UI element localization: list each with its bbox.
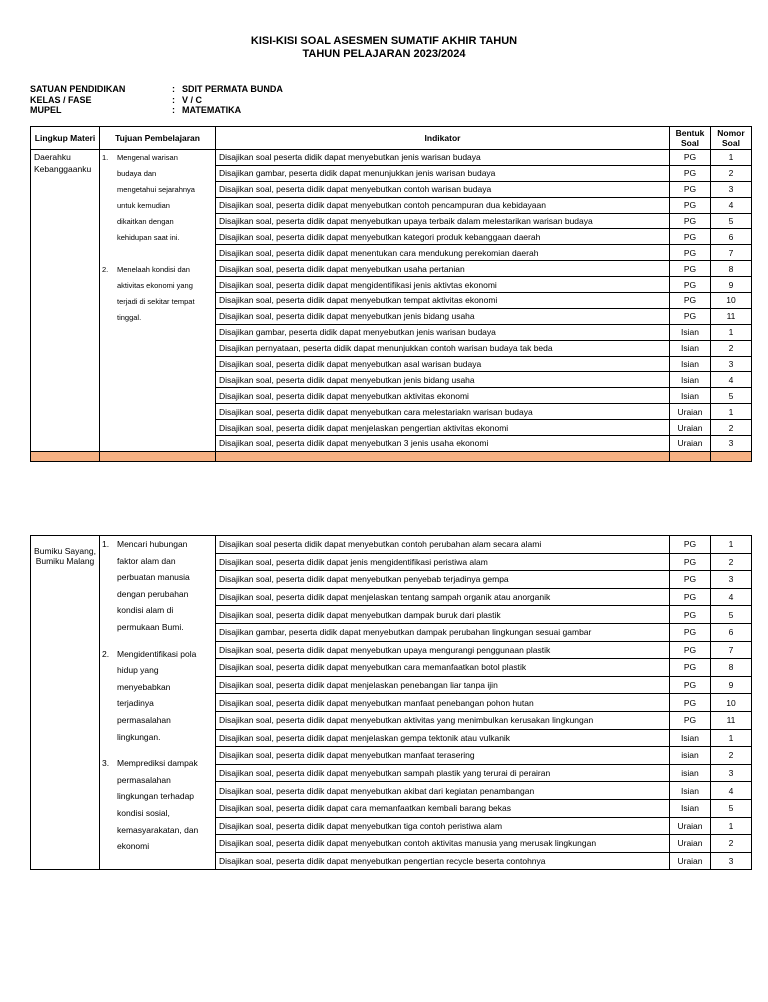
bentuk-soal-cell: Isian [670, 782, 711, 800]
nomor-soal-cell: 2 [711, 165, 752, 181]
tujuan-number: 1. [102, 539, 110, 549]
nomor-soal-cell: 4 [711, 197, 752, 213]
indikator-cell: Disajikan soal, peserta didik dapat menjelaskan gempa tektonik atau vulkanik [216, 729, 670, 747]
info-colon: : [172, 105, 175, 115]
header-tujuan-pembelajaran: Tujuan Pembelajaran [100, 127, 216, 150]
lingkup-materi-cell: Daerahku Kebanggaanku [31, 150, 100, 452]
kisi-kisi-table-2 [30, 535, 752, 870]
tujuan-number: 2. [102, 648, 110, 659]
bentuk-soal-cell: Uraian [670, 835, 711, 853]
nomor-soal-cell: 6 [711, 623, 752, 641]
nomor-soal-cell: 3 [711, 764, 752, 782]
tujuan-text [117, 536, 190, 636]
indikator-cell: Disajikan soal, peserta didik dapat menyebutkan tempat aktivitas ekonomi [216, 293, 670, 309]
tujuan-pembelajaran-cell [100, 150, 216, 452]
bentuk-soal-cell: Uraian [670, 436, 711, 452]
nomor-soal-cell: 5 [711, 606, 752, 624]
bentuk-soal-cell: Uraian [670, 420, 711, 436]
nomor-soal-cell: 1 [711, 324, 752, 340]
bentuk-soal-cell: PG [670, 261, 711, 277]
indikator-cell: Disajikan soal, peserta didik dapat menyebutkan pengertian recycle beserta contohnya [216, 852, 670, 870]
nomor-soal-cell: 3 [711, 436, 752, 452]
nomor-soal-cell: 4 [711, 782, 752, 800]
tujuan-number: 3. [102, 758, 110, 769]
bentuk-soal-cell: Isian [670, 340, 711, 356]
tujuan-line: Mengenal warisan [117, 153, 178, 162]
indikator-cell: Disajikan soal, peserta didik dapat menyebutkan contoh pencampuran dua kebidayaan [216, 197, 670, 213]
nomor-soal-cell: 11 [711, 711, 752, 729]
tujuan-line: Mengidentifikasi pola [117, 648, 197, 659]
header-bentuk-soal: Bentuk Soal [670, 127, 711, 150]
indikator-cell: Disajikan gambar, peserta didik dapat menyebutkan dampak perubahan lingkungan sesuai gambar [216, 623, 670, 641]
bentuk-soal-cell: Isian [670, 799, 711, 817]
table-header-row [31, 127, 752, 150]
info-block [30, 84, 283, 116]
tujuan-line: budaya dan [117, 169, 157, 178]
bentuk-soal-cell: PG [670, 606, 711, 624]
tujuan-line: lingkungan terhadap [117, 791, 195, 802]
bentuk-soal-cell: PG [670, 659, 711, 677]
tujuan-line: permukaan Bumi. [117, 621, 184, 632]
info-value: V / C [182, 94, 203, 105]
bentuk-soal-cell: Isian [670, 729, 711, 747]
tujuan-line: permasalahan [117, 714, 171, 725]
info-value: SDIT PERMATA BUNDA [182, 84, 283, 94]
tujuan-line: terjadi di sekitar tempat [117, 297, 195, 306]
nomor-soal-cell: 4 [711, 588, 752, 606]
tujuan-line: Menelaah kondisi dan [117, 265, 190, 274]
indikator-cell: Disajikan soal, peserta didik dapat menyebutkan cara melestariakn warisan budaya [216, 404, 670, 420]
bentuk-soal-cell: PG [670, 308, 711, 324]
nomor-soal-cell: 3 [711, 356, 752, 372]
tujuan-number: 2. [102, 265, 109, 274]
tujuan-line: kondisi alam di [117, 605, 174, 616]
bentuk-soal-cell: Isian [670, 372, 711, 388]
indikator-cell: Disajikan soal, peserta didik dapat cara memanfaatkan kembali barang bekas [216, 799, 670, 817]
bentuk-soal-cell: PG [670, 571, 711, 589]
indikator-cell: Disajikan soal, peserta didik dapat menyebutkan jenis bidang usaha [216, 308, 670, 324]
indikator-cell: Disajikan soal, peserta didik dapat menyebutkan contoh aktivitas manusia yang merusak lingkungan [216, 835, 670, 853]
tujuan-line: dengan perubahan [117, 588, 189, 599]
nomor-soal-cell: 5 [711, 213, 752, 229]
nomor-soal-cell: 9 [711, 277, 752, 293]
kisi-kisi-table-1 [30, 126, 752, 462]
bentuk-soal-cell: Isian [670, 356, 711, 372]
nomor-soal-cell: 1 [711, 150, 752, 166]
indikator-cell: Disajikan soal, peserta didik dapat menyebutkan 3 jenis usaha ekonomi [216, 436, 670, 452]
tujuan-line: untuk kemudian [117, 201, 170, 210]
nomor-soal-cell: 6 [711, 229, 752, 245]
nomor-soal-cell: 2 [711, 835, 752, 853]
info-colon: : [172, 84, 175, 94]
indikator-cell: Disajikan soal, peserta didik dapat menyebutkan akibat dari kegiatan penambangan [216, 782, 670, 800]
indikator-cell: Disajikan soal, peserta didik dapat menyebutkan tiga contoh peristiwa alam [216, 817, 670, 835]
indikator-cell: Disajikan soal, peserta didik dapat menyebutkan penyebab terjadinya gempa [216, 571, 670, 589]
nomor-soal-cell: 10 [711, 694, 752, 712]
indikator-cell: Disajikan soal, peserta didik dapat menyebutkan contoh warisan budaya [216, 181, 670, 197]
nomor-soal-cell: 4 [711, 372, 752, 388]
indikator-cell: Disajikan soal, peserta didik dapat mengidentifikasi jenis aktivtas ekonomi [216, 277, 670, 293]
tujuan-item [102, 755, 213, 855]
tujuan-line: permasalahan [117, 774, 171, 785]
indikator-cell: Disajikan soal, peserta didik dapat menyebutkan aktivitas yang menimbulkan kerusakan lingkungan [216, 711, 670, 729]
document-subtitle: TAHUN PELAJARAN 2023/2024 [302, 48, 466, 60]
nomor-soal-cell: 11 [711, 308, 752, 324]
nomor-soal-cell: 3 [711, 181, 752, 197]
bentuk-soal-cell: isian [670, 764, 711, 782]
separator-cell [31, 451, 100, 461]
bentuk-soal-cell: PG [670, 676, 711, 694]
bentuk-soal-cell: PG [670, 536, 711, 554]
indikator-cell: Disajikan soal peserta didik dapat menyebutkan jenis warisan budaya [216, 150, 670, 166]
indikator-cell: Disajikan soal, peserta didik dapat menyebutkan cara memanfaatkan botol plastik [216, 659, 670, 677]
info-row-satuan [30, 84, 283, 95]
nomor-soal-cell: 2 [711, 420, 752, 436]
nomor-soal-cell: 1 [711, 817, 752, 835]
document-title: KISI-KISI SOAL ASESMEN SUMATIF AKHIR TAHUN [250, 35, 518, 47]
nomor-soal-cell: 9 [711, 676, 752, 694]
indikator-cell: Disajikan soal, peserta didik dapat menyebutkan manfaat penebangan pohon hutan [216, 694, 670, 712]
nomor-soal-cell: 7 [711, 641, 752, 659]
tujuan-line: hidup yang [117, 665, 159, 676]
bentuk-soal-cell: PG [670, 229, 711, 245]
info-row-kelas [30, 95, 283, 106]
tujuan-line: tinggal. [117, 313, 142, 322]
tujuan-text [117, 150, 195, 246]
bentuk-soal-cell: isian [670, 747, 711, 765]
nomor-soal-cell: 8 [711, 261, 752, 277]
tujuan-line: kondisi sosial, [117, 807, 170, 818]
tujuan-item [102, 646, 213, 746]
bentuk-soal-cell: Isian [670, 324, 711, 340]
tujuan-line: menyebabkan [117, 681, 171, 692]
info-row-mupel [30, 105, 283, 116]
tujuan-number: 1. [102, 153, 109, 162]
nomor-soal-cell: 2 [711, 340, 752, 356]
tujuan-item [102, 150, 213, 246]
indikator-cell: Disajikan soal, peserta didik dapat menyebutkan sampah plastik yang terurai di perairan [216, 764, 670, 782]
nomor-soal-cell: 5 [711, 388, 752, 404]
orange-separator-row [31, 451, 752, 461]
bentuk-soal-cell: PG [670, 277, 711, 293]
tujuan-line: perbuatan manusia [117, 572, 190, 583]
nomor-soal-cell: 8 [711, 659, 752, 677]
bentuk-soal-cell: Uraian [670, 852, 711, 870]
indikator-cell: Disajikan soal, peserta didik dapat menyebutkan asal warisan budaya [216, 356, 670, 372]
indikator-cell: Disajikan soal, peserta didik dapat menyebutkan jenis bidang usaha [216, 372, 670, 388]
nomor-soal-cell: 5 [711, 799, 752, 817]
tujuan-line: faktor alam dan [117, 555, 176, 566]
tujuan-list [102, 536, 213, 855]
tujuan-line: terjadinya [117, 698, 154, 709]
bentuk-soal-cell: PG [670, 293, 711, 309]
nomor-soal-cell: 10 [711, 293, 752, 309]
bentuk-soal-cell: PG [670, 213, 711, 229]
bentuk-soal-cell: PG [670, 711, 711, 729]
separator-cell [670, 451, 711, 461]
indikator-cell: Disajikan gambar, peserta didik dapat menyebutkan jenis warisan budaya [216, 324, 670, 340]
tujuan-line: ekonomi [117, 841, 150, 852]
tujuan-line: kehidupan saat ini. [117, 233, 180, 242]
indikator-cell: Disajikan soal, peserta didik dapat menyebutkan kategori produk kebanggaan daerah [216, 229, 670, 245]
nomor-soal-cell: 1 [711, 404, 752, 420]
info-label: MUPEL [30, 105, 62, 115]
tujuan-line: Memprediksi dampak [117, 758, 198, 769]
indikator-cell: Disajikan gambar, peserta didik dapat menunjukkan jenis warisan budaya [216, 165, 670, 181]
indikator-cell: Disajikan soal, peserta didik dapat menjelaskan penebangan liar tanpa ijin [216, 676, 670, 694]
bentuk-soal-cell: PG [670, 588, 711, 606]
tujuan-line: dikaitkan dengan [117, 217, 174, 226]
table-row [31, 150, 752, 166]
indikator-cell: Disajikan soal, peserta didik dapat menyebutkan upaya terbaik dalam melestarikan warisan budaya [216, 213, 670, 229]
separator-cell [100, 451, 216, 461]
tujuan-line: aktivitas ekonomi yang [117, 281, 193, 290]
indikator-cell: Disajikan soal, peserta didik dapat menentukan cara mendukung perekomian daerah [216, 245, 670, 261]
nomor-soal-cell: 3 [711, 571, 752, 589]
tujuan-list [102, 150, 213, 326]
tujuan-text [117, 755, 198, 855]
tujuan-pembelajaran-cell [100, 536, 216, 870]
nomor-soal-cell: 2 [711, 747, 752, 765]
tujuan-line: Mencari hubungan [117, 539, 188, 549]
info-colon: : [172, 94, 175, 105]
bentuk-soal-cell: PG [670, 553, 711, 571]
nomor-soal-cell: 1 [711, 536, 752, 554]
indikator-cell: Disajikan soal, peserta didik dapat menyebutkan manfaat terasering [216, 747, 670, 765]
tujuan-line: lingkungan. [117, 731, 161, 742]
indikator-cell: Disajikan soal, peserta didik dapat menyebutkan upaya mengurangi penggunaan plastik [216, 641, 670, 659]
info-label: KELAS / FASE [30, 94, 92, 105]
indikator-cell: Disajikan soal, peserta didik dapat menjelaskan tentang sampah organik atau anorganik [216, 588, 670, 606]
nomor-soal-cell: 1 [711, 729, 752, 747]
tujuan-text [117, 646, 196, 746]
bentuk-soal-cell: PG [670, 197, 711, 213]
info-label: SATUAN PENDIDIKAN [30, 84, 126, 94]
bentuk-soal-cell: Uraian [670, 404, 711, 420]
separator-cell [216, 451, 670, 461]
info-value: MATEMATIKA [182, 105, 242, 115]
tujuan-line: mengetahui sejarahnya [117, 185, 195, 194]
bentuk-soal-cell: Isian [670, 388, 711, 404]
nomor-soal-cell: 3 [711, 852, 752, 870]
table-row [31, 536, 752, 554]
indikator-cell: Disajikan soal peserta didik dapat menyebutkan contoh perubahan alam secara alami [216, 536, 670, 554]
bentuk-soal-cell: PG [670, 165, 711, 181]
separator-cell [711, 451, 752, 461]
nomor-soal-cell: 2 [711, 553, 752, 571]
bentuk-soal-cell: Uraian [670, 817, 711, 835]
bentuk-soal-cell: PG [670, 245, 711, 261]
nomor-soal-cell: 7 [711, 245, 752, 261]
indikator-cell: Disajikan pernyataan, peserta didik dapat menunjukkan contoh warisan budaya tak beda [216, 340, 670, 356]
indikator-cell: Disajikan soal, peserta didik dapat menyebutkan aktivitas ekonomi [216, 388, 670, 404]
bentuk-soal-cell: PG [670, 623, 711, 641]
indikator-cell: Disajikan soal, peserta didik dapat menyebutkan dampak buruk dari plastik [216, 606, 670, 624]
header-nomor-soal: Nomor Soal [711, 127, 752, 150]
indikator-cell: Disajikan soal, peserta didik dapat menyebutkan usaha pertanian [216, 261, 670, 277]
indikator-cell: Disajikan soal, peserta didik dapat menjelaskan pengertian aktivitas ekonomi [216, 420, 670, 436]
indikator-cell: Disajikan soal, peserta didik dapat jenis mengidentifikasi peristiwa alam [216, 553, 670, 571]
bentuk-soal-cell: PG [670, 641, 711, 659]
tujuan-item [102, 262, 213, 326]
bentuk-soal-cell: PG [670, 150, 711, 166]
tujuan-text [117, 262, 195, 326]
bentuk-soal-cell: PG [670, 694, 711, 712]
tujuan-item [102, 536, 213, 636]
tujuan-line: kemasyarakatan, dan [117, 824, 199, 835]
header-lingkup-materi: Lingkup Materi [31, 127, 100, 150]
lingkup-materi-cell: Bumiku Sayang, Bumiku Malang [31, 536, 100, 870]
bentuk-soal-cell: PG [670, 181, 711, 197]
header-indikator: Indikator [216, 127, 670, 150]
